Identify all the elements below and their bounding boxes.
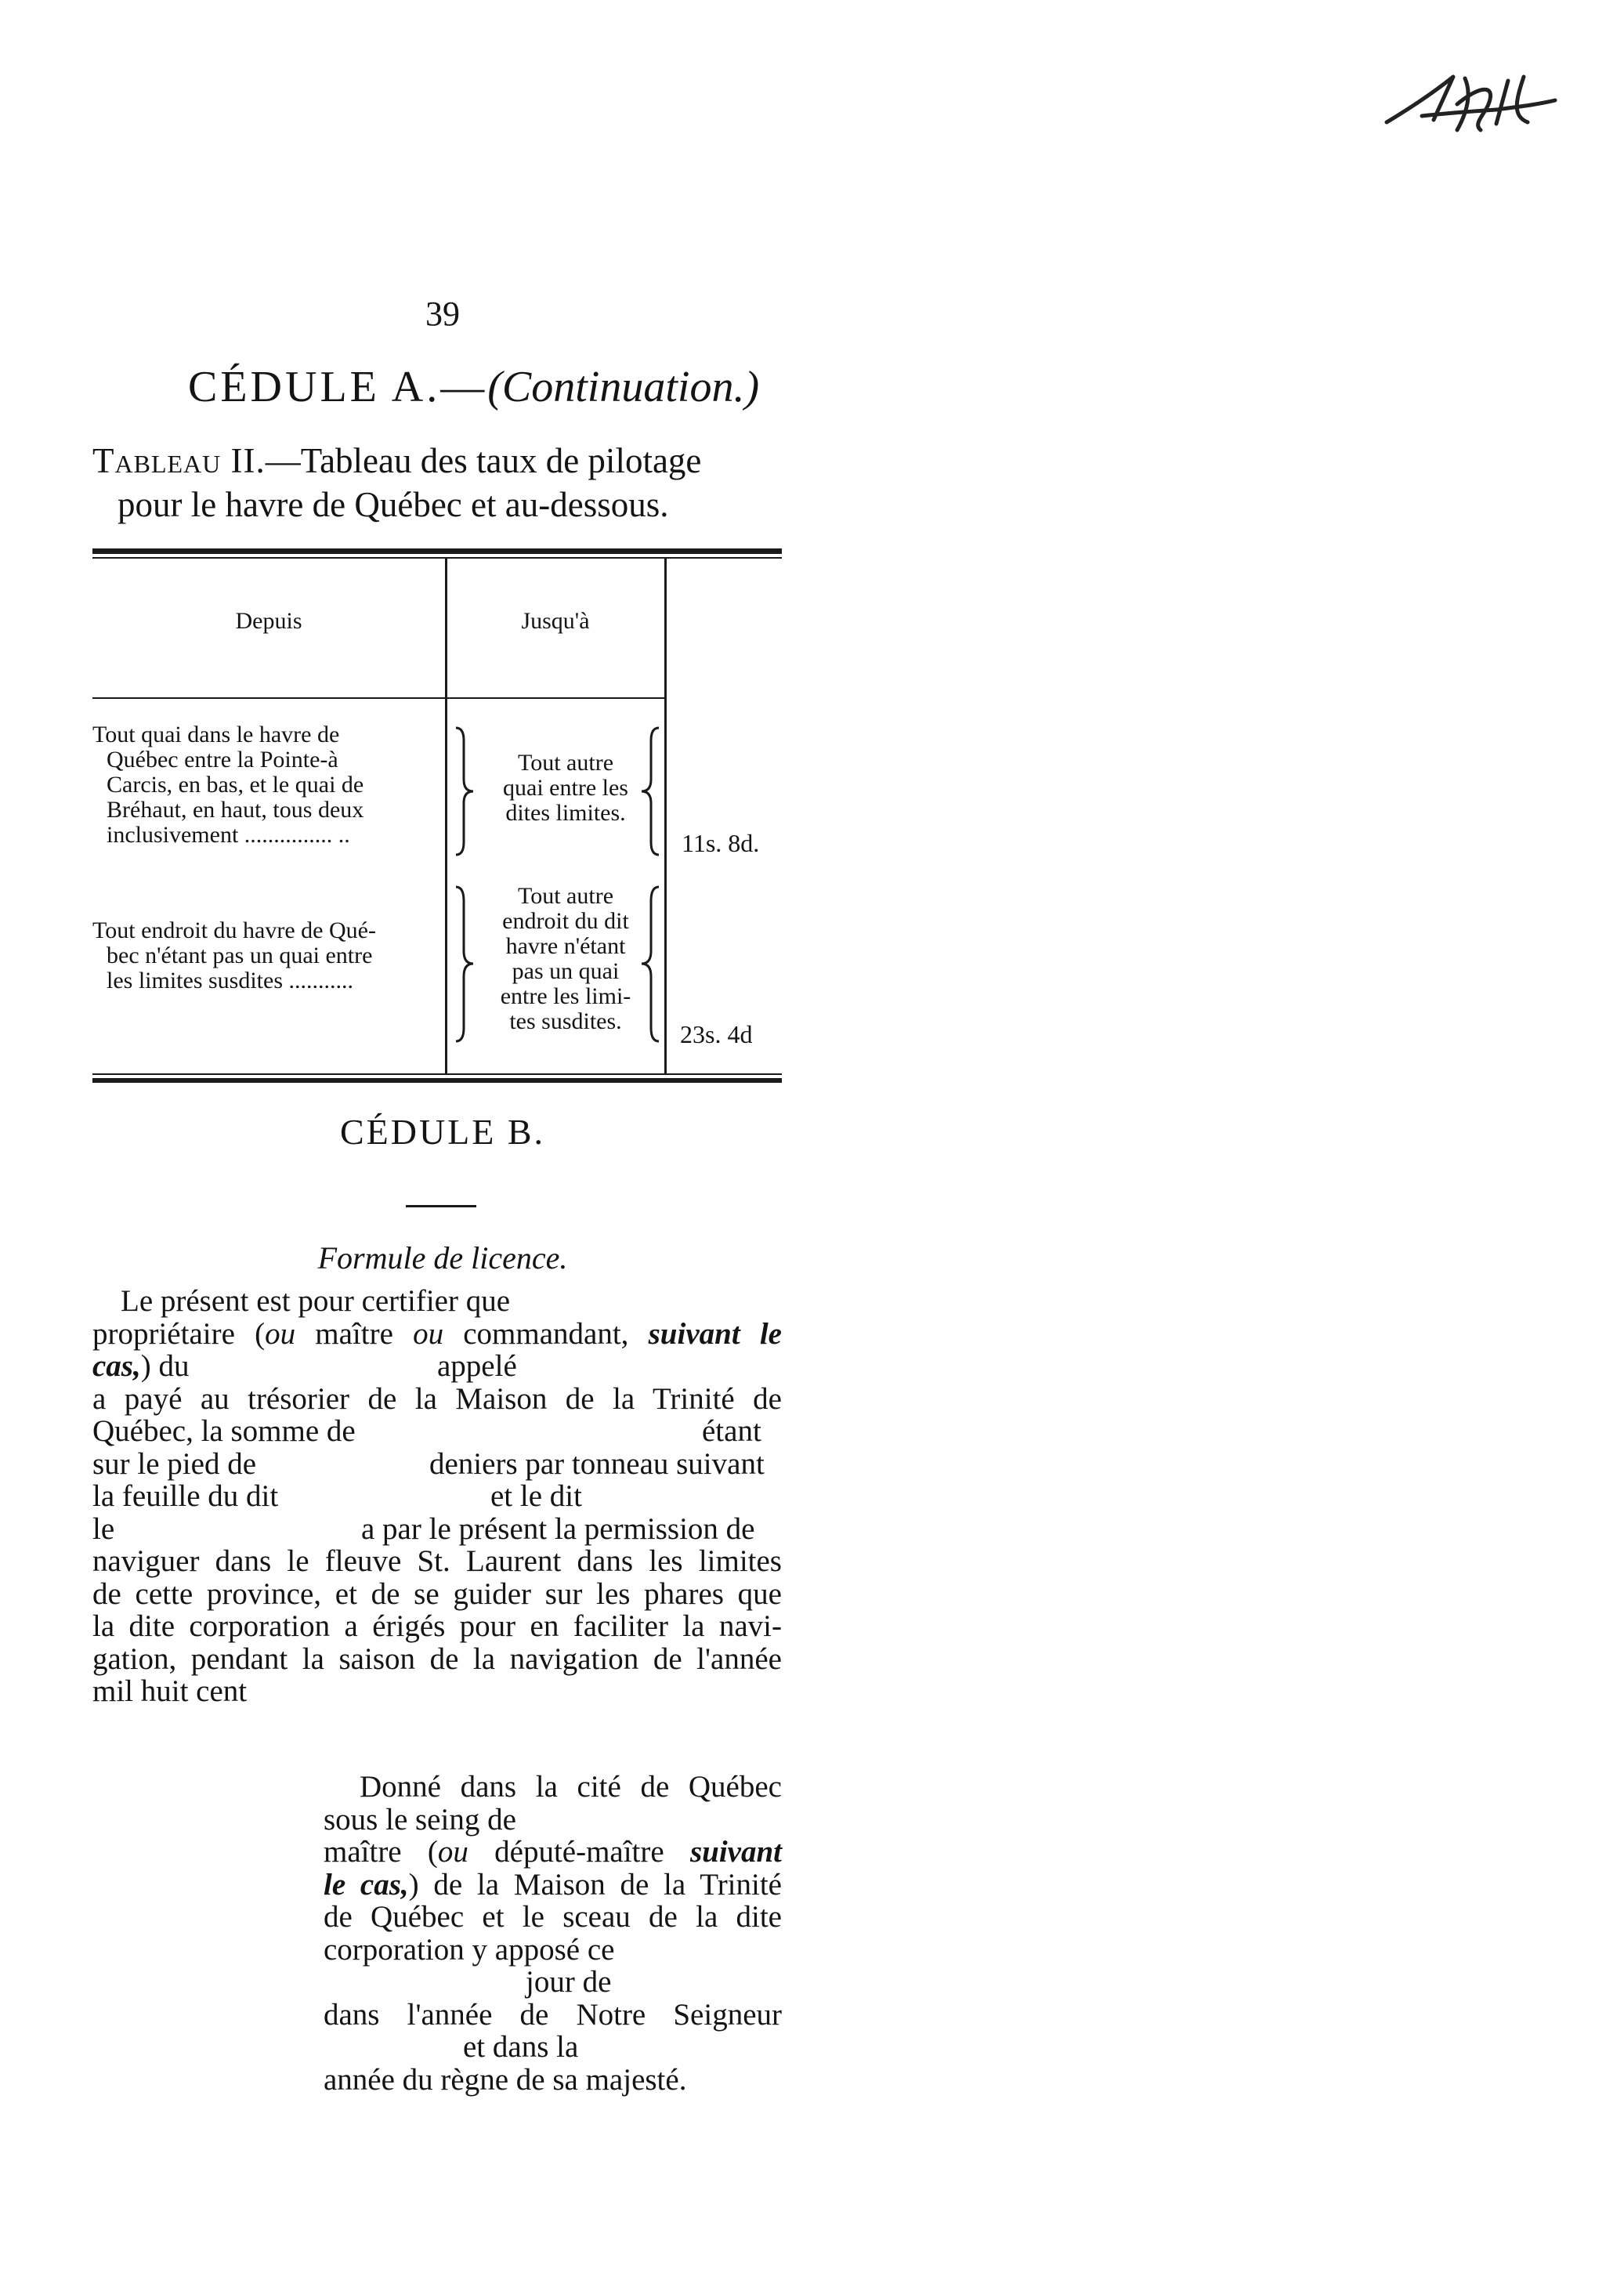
row-1-from-line: Bréhaut, en haut, tous deux [107,797,364,823]
licence-line: Le présent est pour certifier que [121,1284,511,1318]
table-row-2-from [92,918,445,993]
row-1-left-brace [453,725,476,858]
licence-line: naviguer dans le fleuve St. Laurent dans les limites [92,1544,782,1578]
table-column-divider-1 [445,559,447,1073]
licence-line: la dite corporation a érigés pour en faciliter la navi- [92,1609,782,1643]
row-1-to-line: quai entre les [503,775,628,801]
signature-line: dans l'année de Notre Seigneur [324,1997,782,2032]
table-header-from: Depuis [235,608,302,634]
licence-line: a par le présent la permission de [361,1511,755,1546]
table-title [92,439,798,527]
table-title-line-1: —Tableau des taux de pilotage [265,441,702,480]
signature-line: corporation y apposé ce [324,1932,615,1967]
licence-line: le [92,1511,115,1546]
row-1-rate: 11s. 8d. [682,829,760,857]
schedule-b-separator [406,1205,476,1207]
schedule-a-heading [188,362,759,412]
table-header-rule [92,697,664,699]
table-label: Tableau II. [92,441,266,480]
signature-line: Donné dans la cité de Québec [360,1770,782,1804]
signature-line: et dans la [463,2030,579,2064]
table-title-line-2: pour le havre de Québec et au-dessous. [118,485,669,524]
table-row-2-to [479,884,652,1034]
handwritten-folio-number [1379,51,1559,147]
licence-line: propriétaire (ou maître ou commandant, suivant le [92,1316,782,1351]
row-2-from-line: Tout endroit du havre de Qué- [92,917,376,943]
page-number: 39 [425,295,460,333]
licence-line: de cette province, et de se guider sur les phares que [92,1576,782,1611]
row-2-to-line: tes susdites. [509,1008,622,1034]
form-title: Formule de licence. [317,1240,568,1276]
licence-line: cas,) du [92,1349,190,1383]
schedule-b-title: CÉDULE B. [339,1112,546,1152]
signature-line: année du règne de sa majesté. [324,2062,687,2097]
row-1-to-line: Tout autre [517,750,614,776]
table-bottom-rule-thick [92,1078,782,1083]
row-2-left-brace [453,884,476,1044]
licence-line: étant [702,1414,761,1448]
signature-line: maître (ou député-maître suivant [324,1835,782,1869]
licence-line: mil huit cent [92,1674,248,1708]
row-1-from-line: inclusivement ............... .. [107,822,350,848]
table-top-rule-thin [92,557,782,559]
row-2-right-brace [638,884,662,1044]
folio-mark-text: 484 [1379,51,1398,64]
licence-line: Québec, la somme de [92,1414,356,1448]
table-row-1-from [92,722,445,848]
schedule-a-continuation: (Continuation.) [487,363,760,411]
licence-line: gation, pendant la saison de la navigation de l'année [92,1641,782,1676]
row-2-from-line: les limites susdites ........... [107,968,353,993]
signature-block [324,1771,782,2115]
licence-line: deniers par tonneau suivant [429,1446,765,1481]
schedule-a-title: CÉDULE A.— [188,363,488,411]
licence-line: appelé [437,1349,517,1383]
licence-line: la feuille du dit [92,1479,279,1513]
signature-line: sous le seing de [324,1802,516,1837]
licence-body [92,1285,782,1724]
row-2-to-line: havre n'étant [505,933,626,959]
signature-line: le cas,) de la Maison de la Trinité [324,1867,782,1902]
table-header-to: Jusqu'à [521,608,590,634]
row-2-rate: 23s. 4d [680,1020,753,1048]
row-1-from-line: Carcis, en bas, et le quai de [107,772,364,798]
licence-line: a payé au trésorier de la Maison de la Trinité de [92,1381,782,1416]
table-top-rule [92,548,782,554]
signature-line: jour de [526,1965,612,1999]
row-2-from-line: bec n'étant pas un quai entre [107,943,373,968]
table-bottom-rule [92,1073,782,1075]
row-1-right-brace [638,725,662,858]
table-row-1-to [479,751,652,826]
row-1-from-line: Québec entre la Pointe-à [107,747,338,773]
licence-line: sur le pied de [92,1446,257,1481]
licence-line: et le dit [490,1479,582,1513]
row-2-to-line: endroit du dit [502,908,629,934]
row-1-from-line: Tout quai dans le havre de [92,722,340,747]
row-2-to-line: entre les limi- [500,983,631,1009]
row-1-to-line: dites limites. [505,800,626,826]
table-column-divider-2 [664,559,667,1073]
row-2-to-line: pas un quai [512,958,620,984]
signature-line: de Québec et le sceau de la dite [324,1900,782,1934]
row-2-to-line: Tout autre [517,883,614,909]
